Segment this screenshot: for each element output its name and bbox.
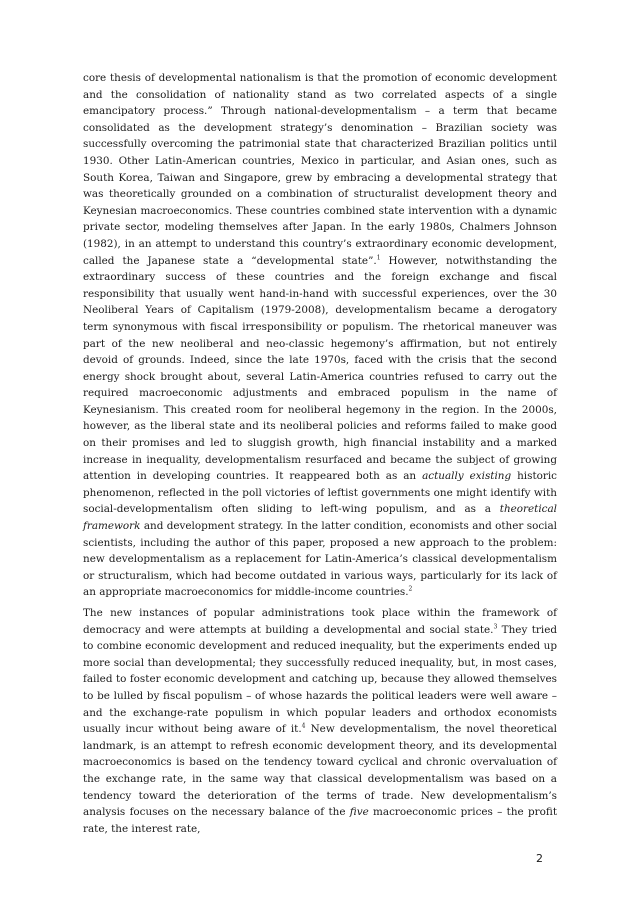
text-run: New developmentalism, the novel theoretical landmark, is an attempt to refresh economic development theory, and its developmental macroeconomics is based on the tendency toward cyclical and chronic overvaluation of the exchange rate, in the same way that classical developmentalism was based on a tendency toward the deterioration of the terms of trade. New developmentalism’s analysis focuses on the necessary balance of the [83, 723, 557, 819]
footnote-marker: 1 [376, 254, 381, 262]
text-run: macroeconomic prices – the profit rate, the interest rate, [83, 806, 557, 835]
text-run: The new instances of popular administrations took place within the framework of democracy and were attempts at building a developmental and social state. [83, 607, 557, 636]
italic-phrase: five [349, 806, 369, 819]
footnote-marker: 3 [493, 623, 498, 631]
text-run: and development strategy. In the latter condition, economists and other social scientists, including the author of this paper, proposed a new approach to the problem: new developmentalism as a replacement for Latin-America’s classical developmentalism or structuralism, which had become outdated in various ways, particularly for its lack of an appropriate macroeconomics for middle-income countries. [83, 520, 557, 599]
footnote-marker: 2 [408, 585, 413, 593]
text-run: core thesis of developmental nationalism is that the promotion of economic development and the consolidation of nationality stand as two correlated aspects of a single emancipatory process.” Through national-developmentalism – a term that became consolidated as the development strategy’s denomination – Brazilian society was successfully overcoming the patrimonial state that characterized Brazilian politics until 1930. Other Latin-American countries, Mexico in particular, and Asian ones, such as South Korea, Taiwan and Singapore, grew by embracing a developmental strategy that was theoretically grounded on a combination of structuralist development theory and Keynesian macroeconomics. These countries combined state intervention with a dynamic private sector, modeling themselves after Japan. In the early 1980s, Chalmers Johnson (1982), in an attempt to understand this country’s extraordinary economic development, called the Japanese state a “developmental state”. [83, 72, 557, 267]
body-paragraph-2 [83, 605, 557, 837]
italic-phrase: actually existing [422, 470, 512, 483]
text-run: They tried to combine economic development and reduced inequality, but the experiments ended up more social than developmental; they successfully reduced inequality, but, in most cases, failed to foster economic development and catching up, because they allowed themselves to be lulled by fiscal populism – of whose hazards the political leaders were well aware – and the exchange-rate populism in which popular leaders and orthodox economists usually incur without being aware of it. [83, 623, 557, 736]
footnote-marker: 4 [301, 722, 306, 730]
page-number: 2 [536, 852, 543, 865]
italic-phrase: theoretical framework [83, 503, 557, 533]
text-run: However, notwithstanding the extraordinary success of these countries and the foreign exchange and fiscal responsibility that usually went hand-in-hand with successful experiences, over the 30 Neoliberal Years of Capitalism (1979-2008), developmentalism became a derogatory term synonymous with fiscal irresponsibility or populism. The rhetorical maneuver was part of the new neoliberal and neo-classic hegemony’s affirmation, but not entirely devoid of grounds. Indeed, since the late 1970s, faced with the crisis that the second energy shock brought about, several Latin-America countries refused to carry out the required macroeconomic adjustments and embraced populism in the name of Keynesianism. This created room for neoliberal hegemony in the region. In the 2000s, however, as the liberal state and its neoliberal policies and reforms failed to make good on their promises and led to sluggish growth, high financial instability and a marked increase in inequality, developmentalism resurfaced and became the subject of growing attention in developing countries. It reappeared both as an [83, 254, 557, 483]
body-paragraph-1 [83, 70, 557, 601]
text-run: historic phenomenon, reflected in the poll victories of leftist governments one might identify with social-developmentalism often sliding to left-wing populism, and as a [83, 470, 557, 516]
